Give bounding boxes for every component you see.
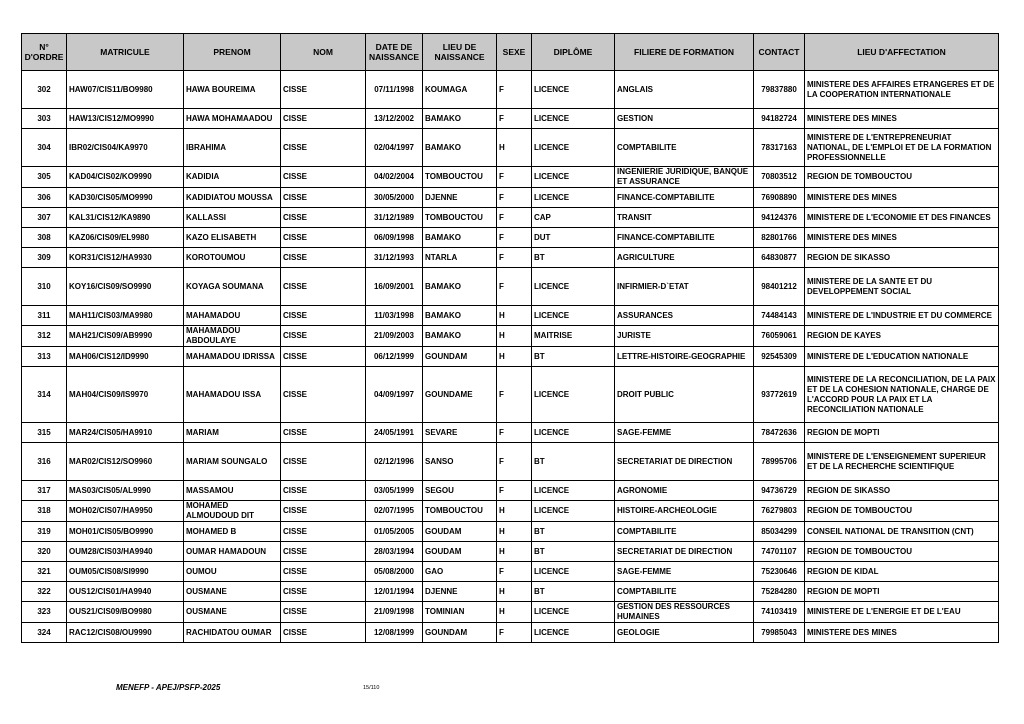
table-body: [22, 71, 999, 643]
nom-cell: CISSE: [281, 423, 366, 443]
lieu-naissance-cell: NTARLA: [423, 248, 497, 268]
sexe-cell: F: [497, 71, 532, 109]
header-prenom: PRENOM: [184, 34, 281, 71]
diplome-cell: BT: [532, 347, 615, 367]
nom-cell: CISSE: [281, 268, 366, 306]
affectation-cell: MINISTERE DE L'EDUCATION NATIONALE: [805, 347, 999, 367]
contact-cell: 79837880: [754, 71, 805, 109]
matricule-cell: IBR02/CIS04/KA9970: [67, 129, 184, 167]
table-row: [22, 188, 999, 208]
sexe-cell: F: [497, 623, 532, 643]
diplome-cell: LICENCE: [532, 481, 615, 501]
matricule-cell: MAR02/CIS12/SO9960: [67, 443, 184, 481]
table-row: [22, 423, 999, 443]
affectation-cell: MINISTERE DE LA RECONCILIATION, DE LA PAIX ET DE LA COHESION NATIONALE, CHARGE DE L'ACCORD POUR LA PAIX ET LA RECONCILIATION NATIONALE: [805, 367, 999, 423]
affectation-cell: MINISTERE DE L'ENERGIE ET DE L'EAU: [805, 602, 999, 623]
row-number-cell: 313: [22, 347, 67, 367]
row-number-cell: 314: [22, 367, 67, 423]
matricule-cell: KAD04/CIS02/KO9990: [67, 167, 184, 188]
contact-cell: 74484143: [754, 306, 805, 326]
filiere-cell: FINANCE-COMPTABILITE: [615, 188, 754, 208]
date-naissance-cell: 12/01/1994: [366, 582, 423, 602]
diplome-cell: BT: [532, 582, 615, 602]
table-row: [22, 367, 999, 423]
lieu-naissance-cell: KOUMAGA: [423, 71, 497, 109]
lieu-naissance-cell: TOMBOUCTOU: [423, 208, 497, 228]
sexe-cell: F: [497, 481, 532, 501]
table-row: [22, 481, 999, 501]
contact-cell: 75230646: [754, 562, 805, 582]
sexe-cell: H: [497, 306, 532, 326]
matricule-cell: OUS12/CIS01/HA9940: [67, 582, 184, 602]
diplome-cell: LICENCE: [532, 109, 615, 129]
date-naissance-cell: 31/12/1989: [366, 208, 423, 228]
filiere-cell: ASSURANCES: [615, 306, 754, 326]
header-affectation: LIEU D'AFFECTATION: [805, 34, 999, 71]
date-naissance-cell: 01/05/2005: [366, 522, 423, 542]
table-row: [22, 501, 999, 522]
date-naissance-cell: 02/07/1995: [366, 501, 423, 522]
contact-cell: 92545309: [754, 347, 805, 367]
table-row: [22, 109, 999, 129]
matricule-cell: KAZ06/CIS09/EL9980: [67, 228, 184, 248]
date-naissance-cell: 12/08/1999: [366, 623, 423, 643]
affectation-cell: MINISTERE DES AFFAIRES ETRANGERES ET DE LA COOPERATION INTERNATIONALE: [805, 71, 999, 109]
date-naissance-cell: 21/09/2003: [366, 326, 423, 347]
prenom-cell: OUSMANE: [184, 602, 281, 623]
nom-cell: CISSE: [281, 501, 366, 522]
contact-cell: 78995706: [754, 443, 805, 481]
table-row: [22, 208, 999, 228]
sexe-cell: F: [497, 188, 532, 208]
row-number-cell: 315: [22, 423, 67, 443]
contact-cell: 98401212: [754, 268, 805, 306]
affectation-cell: MINISTERE DE LA SANTE ET DU DEVELOPPEMENT SOCIAL: [805, 268, 999, 306]
assignment-table: [21, 33, 999, 643]
sexe-cell: H: [497, 602, 532, 623]
diplome-cell: LICENCE: [532, 602, 615, 623]
row-number-cell: 324: [22, 623, 67, 643]
affectation-cell: MINISTERE DES MINES: [805, 188, 999, 208]
date-naissance-cell: 16/09/2001: [366, 268, 423, 306]
footer-reference: MENEFP - APEJ/PSFP-2025: [116, 683, 221, 692]
date-naissance-cell: 28/03/1994: [366, 542, 423, 562]
row-number-cell: 310: [22, 268, 67, 306]
diplome-cell: LICENCE: [532, 268, 615, 306]
sexe-cell: F: [497, 228, 532, 248]
table-row: [22, 306, 999, 326]
prenom-cell: KOROTOUMOU: [184, 248, 281, 268]
filiere-cell: COMPTABILITE: [615, 582, 754, 602]
nom-cell: CISSE: [281, 306, 366, 326]
row-number-cell: 303: [22, 109, 67, 129]
filiere-cell: ANGLAIS: [615, 71, 754, 109]
matricule-cell: MOH01/CIS05/BO9990: [67, 522, 184, 542]
diplome-cell: LICENCE: [532, 167, 615, 188]
nom-cell: CISSE: [281, 109, 366, 129]
contact-cell: 74103419: [754, 602, 805, 623]
diplome-cell: BT: [532, 248, 615, 268]
nom-cell: CISSE: [281, 542, 366, 562]
affectation-cell: REGION DE SIKASSO: [805, 248, 999, 268]
filiere-cell: SECRETARIAT DE DIRECTION: [615, 443, 754, 481]
date-naissance-cell: 05/08/2000: [366, 562, 423, 582]
filiere-cell: GEOLOGIE: [615, 623, 754, 643]
matricule-cell: RAC12/CIS08/OU9990: [67, 623, 184, 643]
contact-cell: 75284280: [754, 582, 805, 602]
sexe-cell: H: [497, 542, 532, 562]
nom-cell: CISSE: [281, 188, 366, 208]
affectation-cell: MINISTERE DE L'ENTREPRENEURIAT NATIONAL, DE L'EMPLOI ET DE LA FORMATION PROFESSIONNELLE: [805, 129, 999, 167]
sexe-cell: F: [497, 268, 532, 306]
prenom-cell: MOHAMED B: [184, 522, 281, 542]
diplome-cell: DUT: [532, 228, 615, 248]
diplome-cell: BT: [532, 542, 615, 562]
contact-cell: 85034299: [754, 522, 805, 542]
diplome-cell: LICENCE: [532, 423, 615, 443]
prenom-cell: MAHAMADOU IDRISSA: [184, 347, 281, 367]
prenom-cell: OUSMANE: [184, 582, 281, 602]
nom-cell: CISSE: [281, 367, 366, 423]
filiere-cell: GESTION: [615, 109, 754, 129]
date-naissance-cell: 07/11/1998: [366, 71, 423, 109]
diplome-cell: LICENCE: [532, 306, 615, 326]
nom-cell: CISSE: [281, 602, 366, 623]
filiere-cell: INFIRMIER-D`ETAT: [615, 268, 754, 306]
matricule-cell: KAL31/CIS12/KA9890: [67, 208, 184, 228]
row-number-cell: 318: [22, 501, 67, 522]
matricule-cell: OUM05/CIS08/SI9990: [67, 562, 184, 582]
nom-cell: CISSE: [281, 248, 366, 268]
nom-cell: CISSE: [281, 71, 366, 109]
matricule-cell: MAH06/CIS12/ID9990: [67, 347, 184, 367]
affectation-cell: REGION DE KAYES: [805, 326, 999, 347]
affectation-cell: REGION DE MOPTI: [805, 582, 999, 602]
nom-cell: CISSE: [281, 522, 366, 542]
lieu-naissance-cell: BAMAKO: [423, 326, 497, 347]
diplome-cell: LICENCE: [532, 623, 615, 643]
table-row: [22, 562, 999, 582]
matricule-cell: MOH02/CIS07/HA9950: [67, 501, 184, 522]
affectation-cell: REGION DE TOMBOUCTOU: [805, 167, 999, 188]
nom-cell: CISSE: [281, 443, 366, 481]
prenom-cell: KALLASSI: [184, 208, 281, 228]
date-naissance-cell: 04/02/2004: [366, 167, 423, 188]
matricule-cell: KAD30/CIS05/MO9990: [67, 188, 184, 208]
matricule-cell: MAR24/CIS05/HA9910: [67, 423, 184, 443]
contact-cell: 79985043: [754, 623, 805, 643]
matricule-cell: KOR31/CIS12/HA9930: [67, 248, 184, 268]
header-no: N° D'ORDRE: [22, 34, 67, 71]
matricule-cell: KOY16/CIS09/SO9990: [67, 268, 184, 306]
matricule-cell: MAH21/CIS09/AB9990: [67, 326, 184, 347]
affectation-cell: MINISTERE DE L'ECONOMIE ET DES FINANCES: [805, 208, 999, 228]
nom-cell: CISSE: [281, 582, 366, 602]
date-naissance-cell: 21/09/1998: [366, 602, 423, 623]
prenom-cell: MASSAMOU: [184, 481, 281, 501]
date-naissance-cell: 30/05/2000: [366, 188, 423, 208]
nom-cell: CISSE: [281, 208, 366, 228]
lieu-naissance-cell: GAO: [423, 562, 497, 582]
filiere-cell: DROIT PUBLIC: [615, 367, 754, 423]
contact-cell: 70803512: [754, 167, 805, 188]
sexe-cell: F: [497, 443, 532, 481]
lieu-naissance-cell: TOMINIAN: [423, 602, 497, 623]
lieu-naissance-cell: BAMAKO: [423, 268, 497, 306]
sexe-cell: F: [497, 248, 532, 268]
diplome-cell: CAP: [532, 208, 615, 228]
filiere-cell: SAGE-FEMME: [615, 423, 754, 443]
sexe-cell: H: [497, 326, 532, 347]
prenom-cell: KOYAGA SOUMANA: [184, 268, 281, 306]
matricule-cell: MAH11/CIS03/MA9980: [67, 306, 184, 326]
date-naissance-cell: 06/09/1998: [366, 228, 423, 248]
row-number-cell: 305: [22, 167, 67, 188]
sexe-cell: H: [497, 501, 532, 522]
matricule-cell: MAS03/CIS05/AL9990: [67, 481, 184, 501]
affectation-cell: MINISTERE DES MINES: [805, 109, 999, 129]
matricule-cell: HAW07/CIS11/BO9980: [67, 71, 184, 109]
lieu-naissance-cell: GOUNDAM: [423, 623, 497, 643]
affectation-cell: MINISTERE DES MINES: [805, 228, 999, 248]
lieu-naissance-cell: SEGOU: [423, 481, 497, 501]
date-naissance-cell: 03/05/1999: [366, 481, 423, 501]
contact-cell: 82801766: [754, 228, 805, 248]
table-row: [22, 542, 999, 562]
date-naissance-cell: 24/05/1991: [366, 423, 423, 443]
affectation-cell: REGION DE TOMBOUCTOU: [805, 501, 999, 522]
diplome-cell: LICENCE: [532, 188, 615, 208]
filiere-cell: HISTOIRE-ARCHEOLOGIE: [615, 501, 754, 522]
prenom-cell: KADIDIA: [184, 167, 281, 188]
lieu-naissance-cell: SANSO: [423, 443, 497, 481]
sexe-cell: F: [497, 208, 532, 228]
prenom-cell: MAHAMADOU: [184, 306, 281, 326]
prenom-cell: OUMOU: [184, 562, 281, 582]
lieu-naissance-cell: BAMAKO: [423, 228, 497, 248]
header-row: [22, 34, 999, 71]
sexe-cell: F: [497, 109, 532, 129]
table-row: [22, 326, 999, 347]
filiere-cell: FINANCE-COMPTABILITE: [615, 228, 754, 248]
prenom-cell: HAWA BOUREIMA: [184, 71, 281, 109]
date-naissance-cell: 02/12/1996: [366, 443, 423, 481]
lieu-naissance-cell: SEVARE: [423, 423, 497, 443]
prenom-cell: HAWA MOHAMAADOU: [184, 109, 281, 129]
nom-cell: CISSE: [281, 326, 366, 347]
sexe-cell: F: [497, 562, 532, 582]
lieu-naissance-cell: BAMAKO: [423, 129, 497, 167]
prenom-cell: RACHIDATOU OUMAR: [184, 623, 281, 643]
table-row: [22, 522, 999, 542]
lieu-naissance-cell: GOUNDAM: [423, 347, 497, 367]
lieu-naissance-cell: BAMAKO: [423, 109, 497, 129]
affectation-cell: MINISTERE DE L'INDUSTRIE ET DU COMMERCE: [805, 306, 999, 326]
header-filiere: FILIERE DE FORMATION: [615, 34, 754, 71]
row-number-cell: 306: [22, 188, 67, 208]
row-number-cell: 312: [22, 326, 67, 347]
matricule-cell: MAH04/CIS09/IS9970: [67, 367, 184, 423]
nom-cell: CISSE: [281, 562, 366, 582]
header-diplome: DIPLÔME: [532, 34, 615, 71]
matricule-cell: HAW13/CIS12/MO9990: [67, 109, 184, 129]
contact-cell: 64830877: [754, 248, 805, 268]
row-number-cell: 321: [22, 562, 67, 582]
filiere-cell: JURISTE: [615, 326, 754, 347]
row-number-cell: 307: [22, 208, 67, 228]
contact-cell: 94124376: [754, 208, 805, 228]
sexe-cell: H: [497, 129, 532, 167]
header-nom: NOM: [281, 34, 366, 71]
date-naissance-cell: 31/12/1993: [366, 248, 423, 268]
filiere-cell: COMPTABILITE: [615, 522, 754, 542]
prenom-cell: MOHAMED ALMOUDOUD DIT: [184, 501, 281, 522]
contact-cell: 78317163: [754, 129, 805, 167]
prenom-cell: IBRAHIMA: [184, 129, 281, 167]
prenom-cell: MARIAM: [184, 423, 281, 443]
prenom-cell: KAZO ELISABETH: [184, 228, 281, 248]
table-row: [22, 248, 999, 268]
filiere-cell: COMPTABILITE: [615, 129, 754, 167]
sexe-cell: F: [497, 367, 532, 423]
table-row: [22, 167, 999, 188]
diplome-cell: LICENCE: [532, 129, 615, 167]
sexe-cell: F: [497, 423, 532, 443]
contact-cell: 93772619: [754, 367, 805, 423]
diplome-cell: LICENCE: [532, 367, 615, 423]
row-number-cell: 323: [22, 602, 67, 623]
table-row: [22, 129, 999, 167]
affectation-cell: REGION DE SIKASSO: [805, 481, 999, 501]
lieu-naissance-cell: GOUDAM: [423, 522, 497, 542]
table-row: [22, 443, 999, 481]
row-number-cell: 302: [22, 71, 67, 109]
contact-cell: 74701107: [754, 542, 805, 562]
row-number-cell: 320: [22, 542, 67, 562]
nom-cell: CISSE: [281, 347, 366, 367]
filiere-cell: SAGE-FEMME: [615, 562, 754, 582]
row-number-cell: 304: [22, 129, 67, 167]
table-row: [22, 347, 999, 367]
prenom-cell: OUMAR HAMADOUN: [184, 542, 281, 562]
nom-cell: CISSE: [281, 228, 366, 248]
affectation-cell: REGION DE KIDAL: [805, 562, 999, 582]
lieu-naissance-cell: GOUNDAME: [423, 367, 497, 423]
row-number-cell: 316: [22, 443, 67, 481]
matricule-cell: OUS21/CIS09/BO9980: [67, 602, 184, 623]
diplome-cell: BT: [532, 522, 615, 542]
sexe-cell: H: [497, 582, 532, 602]
affectation-cell: CONSEIL NATIONAL DE TRANSITION (CNT): [805, 522, 999, 542]
header-sexe: SEXE: [497, 34, 532, 71]
contact-cell: 94736729: [754, 481, 805, 501]
date-naissance-cell: 06/12/1999: [366, 347, 423, 367]
row-number-cell: 322: [22, 582, 67, 602]
nom-cell: CISSE: [281, 481, 366, 501]
date-naissance-cell: 11/03/1998: [366, 306, 423, 326]
affectation-cell: REGION DE TOMBOUCTOU: [805, 542, 999, 562]
contact-cell: 76908890: [754, 188, 805, 208]
sexe-cell: H: [497, 522, 532, 542]
filiere-cell: GESTION DES RESSOURCES HUMAINES: [615, 602, 754, 623]
table-row: [22, 228, 999, 248]
contact-cell: 94182724: [754, 109, 805, 129]
nom-cell: CISSE: [281, 167, 366, 188]
header-contact: CONTACT: [754, 34, 805, 71]
affectation-cell: REGION DE MOPTI: [805, 423, 999, 443]
filiere-cell: AGRICULTURE: [615, 248, 754, 268]
nom-cell: CISSE: [281, 129, 366, 167]
contact-cell: 78472636: [754, 423, 805, 443]
lieu-naissance-cell: DJENNE: [423, 582, 497, 602]
table-row: [22, 602, 999, 623]
sexe-cell: H: [497, 347, 532, 367]
contact-cell: 76059061: [754, 326, 805, 347]
lieu-naissance-cell: DJENNE: [423, 188, 497, 208]
table-row: [22, 582, 999, 602]
row-number-cell: 317: [22, 481, 67, 501]
date-naissance-cell: 13/12/2002: [366, 109, 423, 129]
filiere-cell: SECRETARIAT DE DIRECTION: [615, 542, 754, 562]
filiere-cell: TRANSIT: [615, 208, 754, 228]
diplome-cell: LICENCE: [532, 562, 615, 582]
matricule-cell: OUM28/CIS03/HA9940: [67, 542, 184, 562]
date-naissance-cell: 04/09/1997: [366, 367, 423, 423]
header-date-naissance: DATE DE NAISSANCE: [366, 34, 423, 71]
diplome-cell: LICENCE: [532, 501, 615, 522]
nom-cell: CISSE: [281, 623, 366, 643]
prenom-cell: MARIAM SOUNGALO: [184, 443, 281, 481]
affectation-cell: MINISTERE DE L'ENSEIGNEMENT SUPERIEUR ET DE LA RECHERCHE SCIENTIFIQUE: [805, 443, 999, 481]
sexe-cell: F: [497, 167, 532, 188]
affectation-cell: MINISTERE DES MINES: [805, 623, 999, 643]
lieu-naissance-cell: BAMAKO: [423, 306, 497, 326]
table-row: [22, 268, 999, 306]
prenom-cell: MAHAMADOU ABDOULAYE: [184, 326, 281, 347]
filiere-cell: INGENIERIE JURIDIQUE, BANQUE ET ASSURANCE: [615, 167, 754, 188]
lieu-naissance-cell: TOMBOUCTOU: [423, 501, 497, 522]
prenom-cell: MAHAMADOU ISSA: [184, 367, 281, 423]
date-naissance-cell: 02/04/1997: [366, 129, 423, 167]
contact-cell: 76279803: [754, 501, 805, 522]
table-row: [22, 623, 999, 643]
lieu-naissance-cell: TOMBOUCTOU: [423, 167, 497, 188]
row-number-cell: 319: [22, 522, 67, 542]
row-number-cell: 309: [22, 248, 67, 268]
prenom-cell: KADIDIATOU MOUSSA: [184, 188, 281, 208]
row-number-cell: 308: [22, 228, 67, 248]
table-row: [22, 71, 999, 109]
page-number: 15/110: [363, 685, 380, 691]
diplome-cell: BT: [532, 443, 615, 481]
diplome-cell: LICENCE: [532, 71, 615, 109]
lieu-naissance-cell: GOUDAM: [423, 542, 497, 562]
header-matricule: MATRICULE: [67, 34, 184, 71]
filiere-cell: AGRONOMIE: [615, 481, 754, 501]
diplome-cell: MAITRISE: [532, 326, 615, 347]
header-lieu-naissance: LIEU DE NAISSANCE: [423, 34, 497, 71]
filiere-cell: LETTRE-HISTOIRE-GEOGRAPHIE: [615, 347, 754, 367]
row-number-cell: 311: [22, 306, 67, 326]
